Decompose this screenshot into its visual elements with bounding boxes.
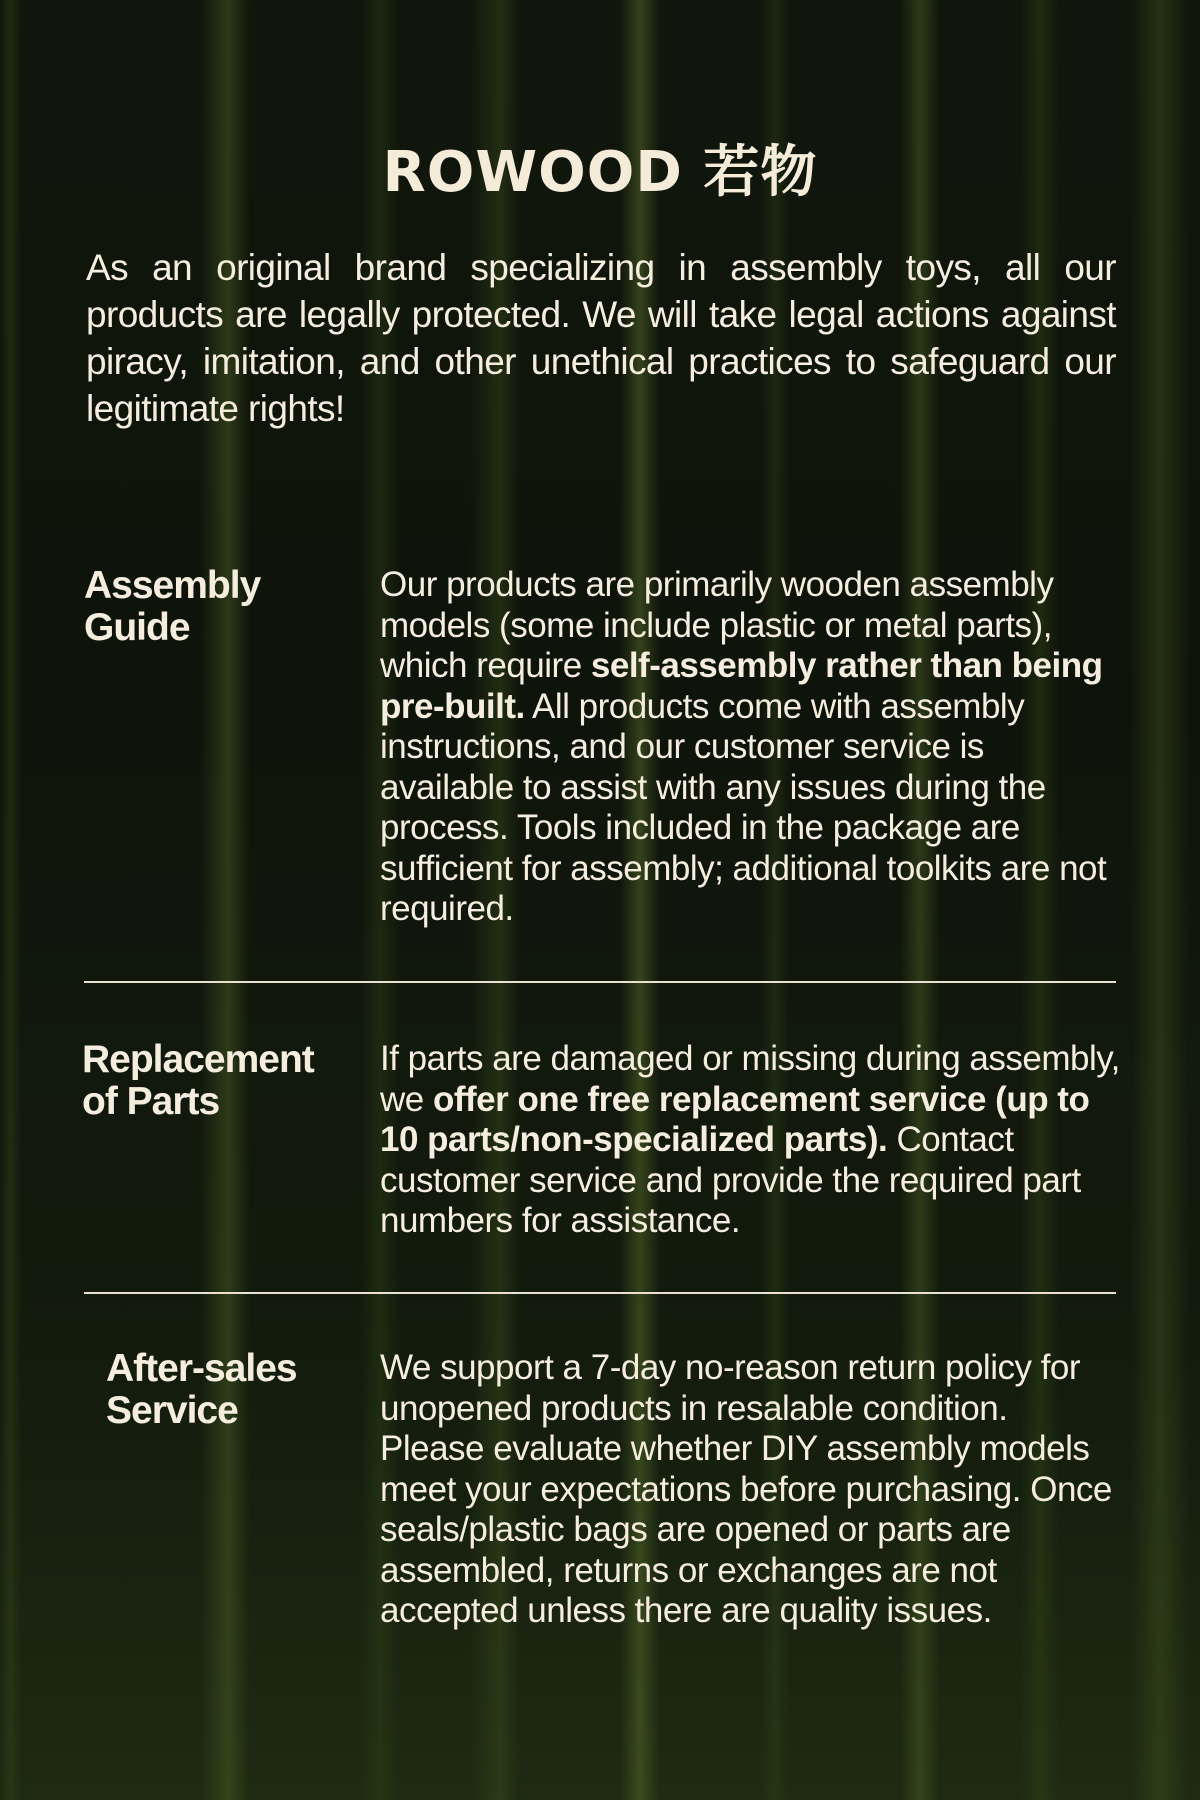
heading-line: of Parts — [82, 1080, 220, 1123]
body-text: We support a 7-day no-reason return policy for unopened products in resalable condition. Please evaluate whether DIY assembly models meet your expectations before purchasing. Once seals/plastic bags are opened or parts are assembled, returns or exchanges are not accepted unless there are quality issues. — [380, 1348, 1112, 1630]
intro-paragraph: As an original brand specializing in assembly toys, all our products are legally protected. We will take legal actions against piracy, imitation, and other unethical practices to safeguard our legitimate rights! — [86, 247, 1116, 429]
body-emphasis: self-assembly rather than being pre-built. — [380, 646, 1103, 726]
heading-line: After-sales — [106, 1347, 297, 1390]
heading-line: Guide — [84, 606, 190, 649]
body-text: Contact customer service and provide the required part numbers for assistance. — [380, 1120, 1081, 1240]
body-text: Our products are primarily wooden assembly models (some include plastic or metal parts), which require — [380, 565, 1054, 685]
section-body — [380, 565, 1120, 930]
section-heading — [82, 1039, 362, 1123]
body-text: If parts are damaged or missing during assembly, we — [380, 1039, 1120, 1119]
section-body — [380, 1348, 1120, 1632]
body-emphasis: offer one free replacement service (up to 10 parts/non-specialized parts). — [380, 1079, 1090, 1159]
heading-line: Assembly — [84, 564, 261, 607]
section-divider — [84, 981, 1116, 983]
section-divider — [84, 1292, 1116, 1294]
section-heading — [84, 565, 344, 649]
brand-logo: ROWOOD 若物 — [382, 140, 818, 205]
section-body — [380, 1039, 1120, 1242]
body-text: All products come with assembly instructions, and our customer service is available to assist with any issues during the process. Tools included in the package are sufficient for assembly; additional toolkits are not required. — [380, 686, 1107, 928]
heading-line: Service — [106, 1389, 238, 1432]
section-heading — [106, 1348, 366, 1432]
heading-line: Replacement — [82, 1038, 314, 1081]
